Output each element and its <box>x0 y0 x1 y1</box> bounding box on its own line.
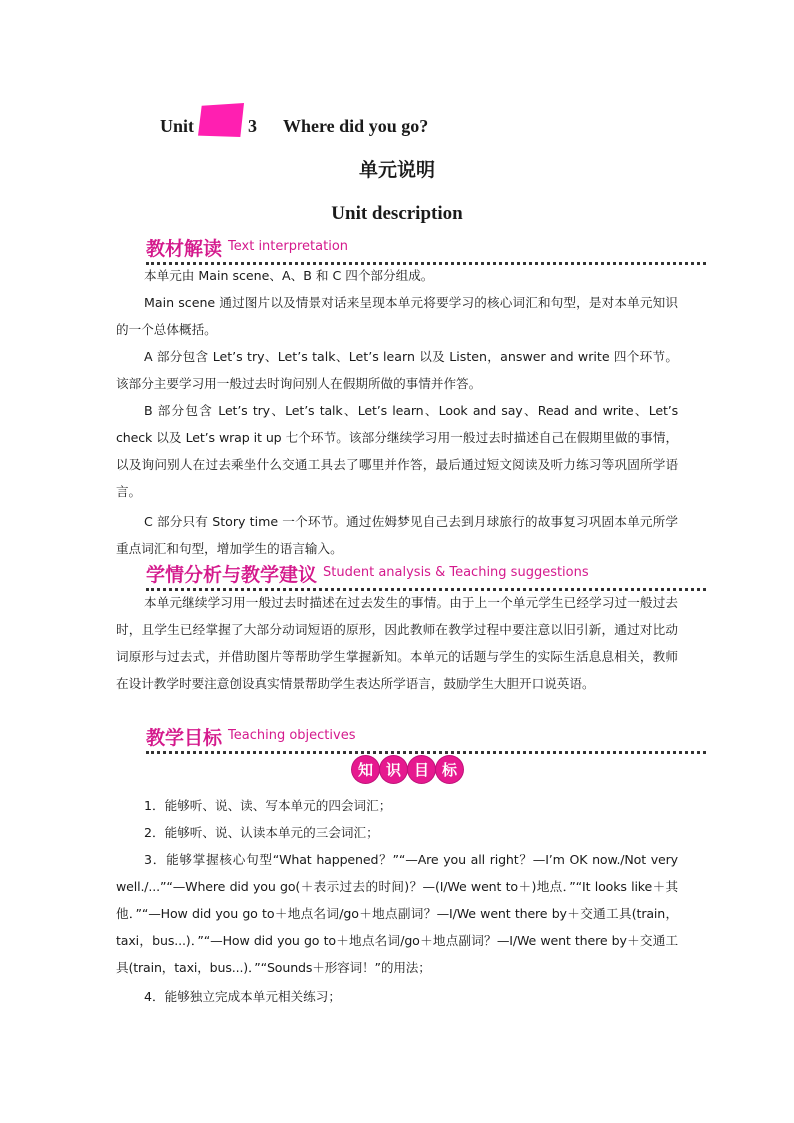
section-heading-student-analysis <box>146 560 706 591</box>
section-title-cn: 学情分析与教学建议 <box>146 564 318 586</box>
objective-item: 3．能够掌握核心句型“What happened？”“—Are you all right？—I’m OK now./Not very well./...”“—Where did you go(＋表示过去的时间)？—(I/We went to＋)地点．”“It looks like＋其他．”“—How did you go to＋地点名词/go＋地点副词？—I/We went there by＋交通工具(train，taxi，bus...)．”“—How did you go to＋地点名词/go＋地点副词？—I/We went there by＋交通工具(train，taxi，bus...)．”“Sounds＋形容词！”的用法； <box>116 852 678 975</box>
section-title-en: Text interpretation <box>228 239 349 254</box>
badge-char: 识 <box>380 756 407 783</box>
paragraph: 本单元由 Main scene、A、B 和 C 四个部分组成。 <box>144 268 434 283</box>
unit-heading <box>160 112 428 140</box>
badge-char: 目 <box>408 756 435 783</box>
objective-item: 1．能够听、说、读、写本单元的四会词汇； <box>144 798 392 813</box>
section-heading-text-interpretation <box>146 234 706 265</box>
section-title-en: Teaching objectives <box>228 728 356 743</box>
page-title-en: Unit description <box>331 203 463 224</box>
paragraph: A 部分包含 Let’s try、Let’s talk、Let’s learn 以及 Listen，answer and write 四个环节。该部分主要学习用一般过去时询问别人在假期所做的事情并作答。 <box>116 349 678 391</box>
paragraph: Main scene 通过图片以及情景对话来呈现本单元将要学习的核心词汇和句型，是对本单元知识的一个总体概括。 <box>116 295 678 337</box>
badge-char: 知 <box>352 756 379 783</box>
section-title-cn: 教学目标 <box>146 727 223 749</box>
unit-word: Unit <box>160 115 195 136</box>
paragraph: C 部分只有 Story time 一个环节。通过佐姆梦见自己去到月球旅行的故事复习巩固本单元所学重点词汇和句型，增加学生的语言输入。 <box>116 514 678 556</box>
badge-char: 标 <box>436 756 463 783</box>
paragraph: 本单元继续学习用一般过去时描述在过去发生的事情。由于上一个单元学生已经学习过一般过去时，且学生已经掌握了大部分动词短语的原形，因此教师在教学过程中要注意以旧引新，通过对比动词原形与过去式，并借助图片等帮助学生掌握新知。本单元的话题与学生的实际生活息息相关，教师在设计教学时要注意创设真实情景帮助学生表达所学语言，鼓励学生大胆开口说英语。 <box>116 595 678 691</box>
paragraph: B 部分包含 Let’s try、Let’s talk、Let’s learn、Look and say、Read and write、Let’s check 以及 Let’s wrap it up 七个环节。该部分继续学习用一般过去时描述自己在假期里做的事情，以及询问别人在过去乘坐什么交通工具去了哪里并作答，最后通过短文阅读及听力练习等巩固所学语言。 <box>116 403 678 499</box>
section-title-en: Student analysis & Teaching suggestions <box>323 565 589 580</box>
objective-item: 2．能够听、说、认读本单元的三会词汇； <box>144 825 379 840</box>
section-heading-teaching-objectives <box>146 723 706 754</box>
decorative-shape-icon <box>198 103 244 137</box>
objective-item: 4．能够独立完成本单元相关练习； <box>144 989 341 1004</box>
section-title-cn: 教材解读 <box>146 238 223 260</box>
unit-title: Where did you go? <box>283 115 429 136</box>
page-title-cn: 单元说明 <box>358 159 435 181</box>
knowledge-objectives-badge <box>352 756 463 783</box>
unit-number: 3 <box>248 115 258 136</box>
